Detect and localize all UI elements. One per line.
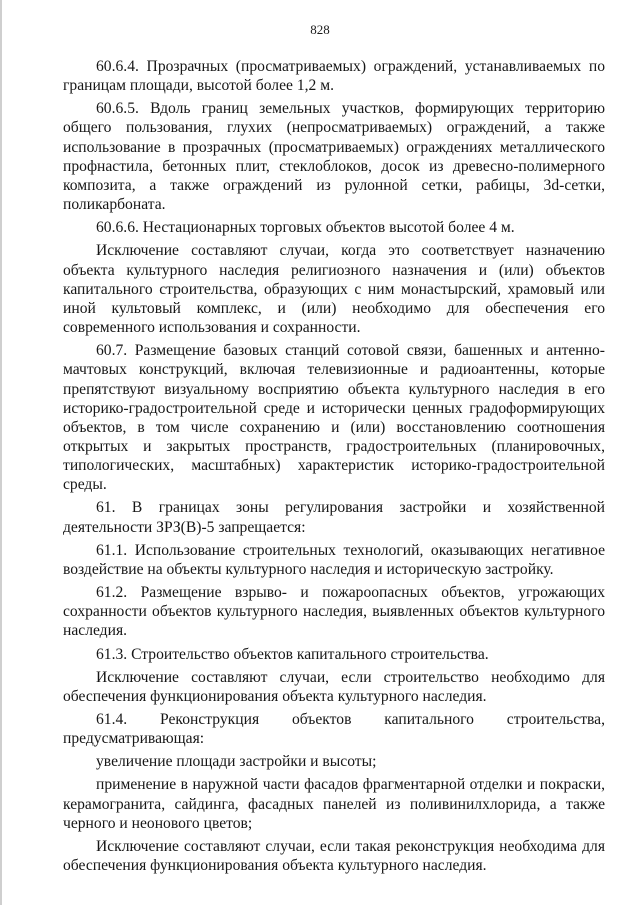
document-body — [63, 57, 605, 879]
paragraph-exception-construction: Исключение составляют случаи, если строительство необходимо для обеспечения функционирования объекта культурного наследия. — [63, 668, 605, 705]
paragraph-61-2: 61.2. Размещение взрыво- и пожароопасных объектов, угрожающих сохранности объектов культурного наследия, выявленных объектов культурного наследия. — [63, 584, 605, 640]
paragraph-61: 61. В границах зоны регулирования застройки и хозяйственной деятельности ЗРЗ(В)-5 запрещается: — [63, 499, 605, 536]
paragraph-61-4: 61.4. Реконструкция объектов капитального строительства, предусматривающая: — [63, 711, 605, 748]
paragraph-61-1: 61.1. Использование строительных технологий, оказывающих негативное воздействие на объекты культурного наследия и историческую застройку. — [63, 541, 605, 578]
paragraph-60-6-5: 60.6.5. Вдоль границ земельных участков, формирующих территорию общего пользования, глухих (непросматриваемых) ограждений, а также использование в прозрачных (просматриваемых) ограждениях металлического профнастила, бетонных плит, стеклоблоков, досок из древесно-полимерного композита, а также ограждений из рулонной сетки, рабицы, 3d-сетки, поликарбоната. — [63, 100, 605, 214]
page-number: 828 — [310, 22, 330, 37]
paragraph-61-3: 61.3. Строительство объектов капитального строительства. — [96, 645, 489, 663]
paragraph-item-facades: применение в наружной части фасадов фрагментарной отделки и покраски, керамогранита, сайдинга, фасадных панелей из поливинилхлорида, а также черного и неонового цветов; — [63, 776, 605, 832]
paragraph-exception-reconstruction: Исключение составляют случаи, если такая реконструкция необходима для обеспечения функционирования объекта культурного наследия. — [63, 837, 605, 875]
paragraph-60-6-6: 60.6.6. Нестационарных торговых объектов высотой более 4 м. — [96, 219, 515, 237]
paragraph-60-6-4: 60.6.4. Прозрачных (просматриваемых) ограждений, устанавливаемых по границам площади, высотой более 1,2 м. — [63, 58, 605, 95]
paragraph-item-area-height: увеличение площади застройки и высоты; — [96, 753, 377, 771]
scan-edge — [0, 0, 2, 905]
paragraph-60-7: 60.7. Размещение базовых станций сотовой связи, башенных и антенно-мачтовых конструкций, включая телевизионные и радиоантенны, которые препятствуют визуальному восприятию объекта культурного наследия в его историко-градостроительной среде и исторически ценных градоформирующих объектов, в том числе сохранению и (или) восстановлению соотношения открытых и закрытых пространств, градостроительных (планировочных, типологических, масштабных) характеристик историко-градостроительной среды. — [63, 342, 605, 494]
paragraph-exception-religious: Исключение составляют случаи, когда это соответствует назначению объекта культурного наследия религиозного назначения и (или) объектов капитального строительства, образующих с ним монастырский, храмовый или иной культовый комплекс, и (или) необходимо для обеспечения его современного использования и сохранности. — [63, 242, 605, 337]
